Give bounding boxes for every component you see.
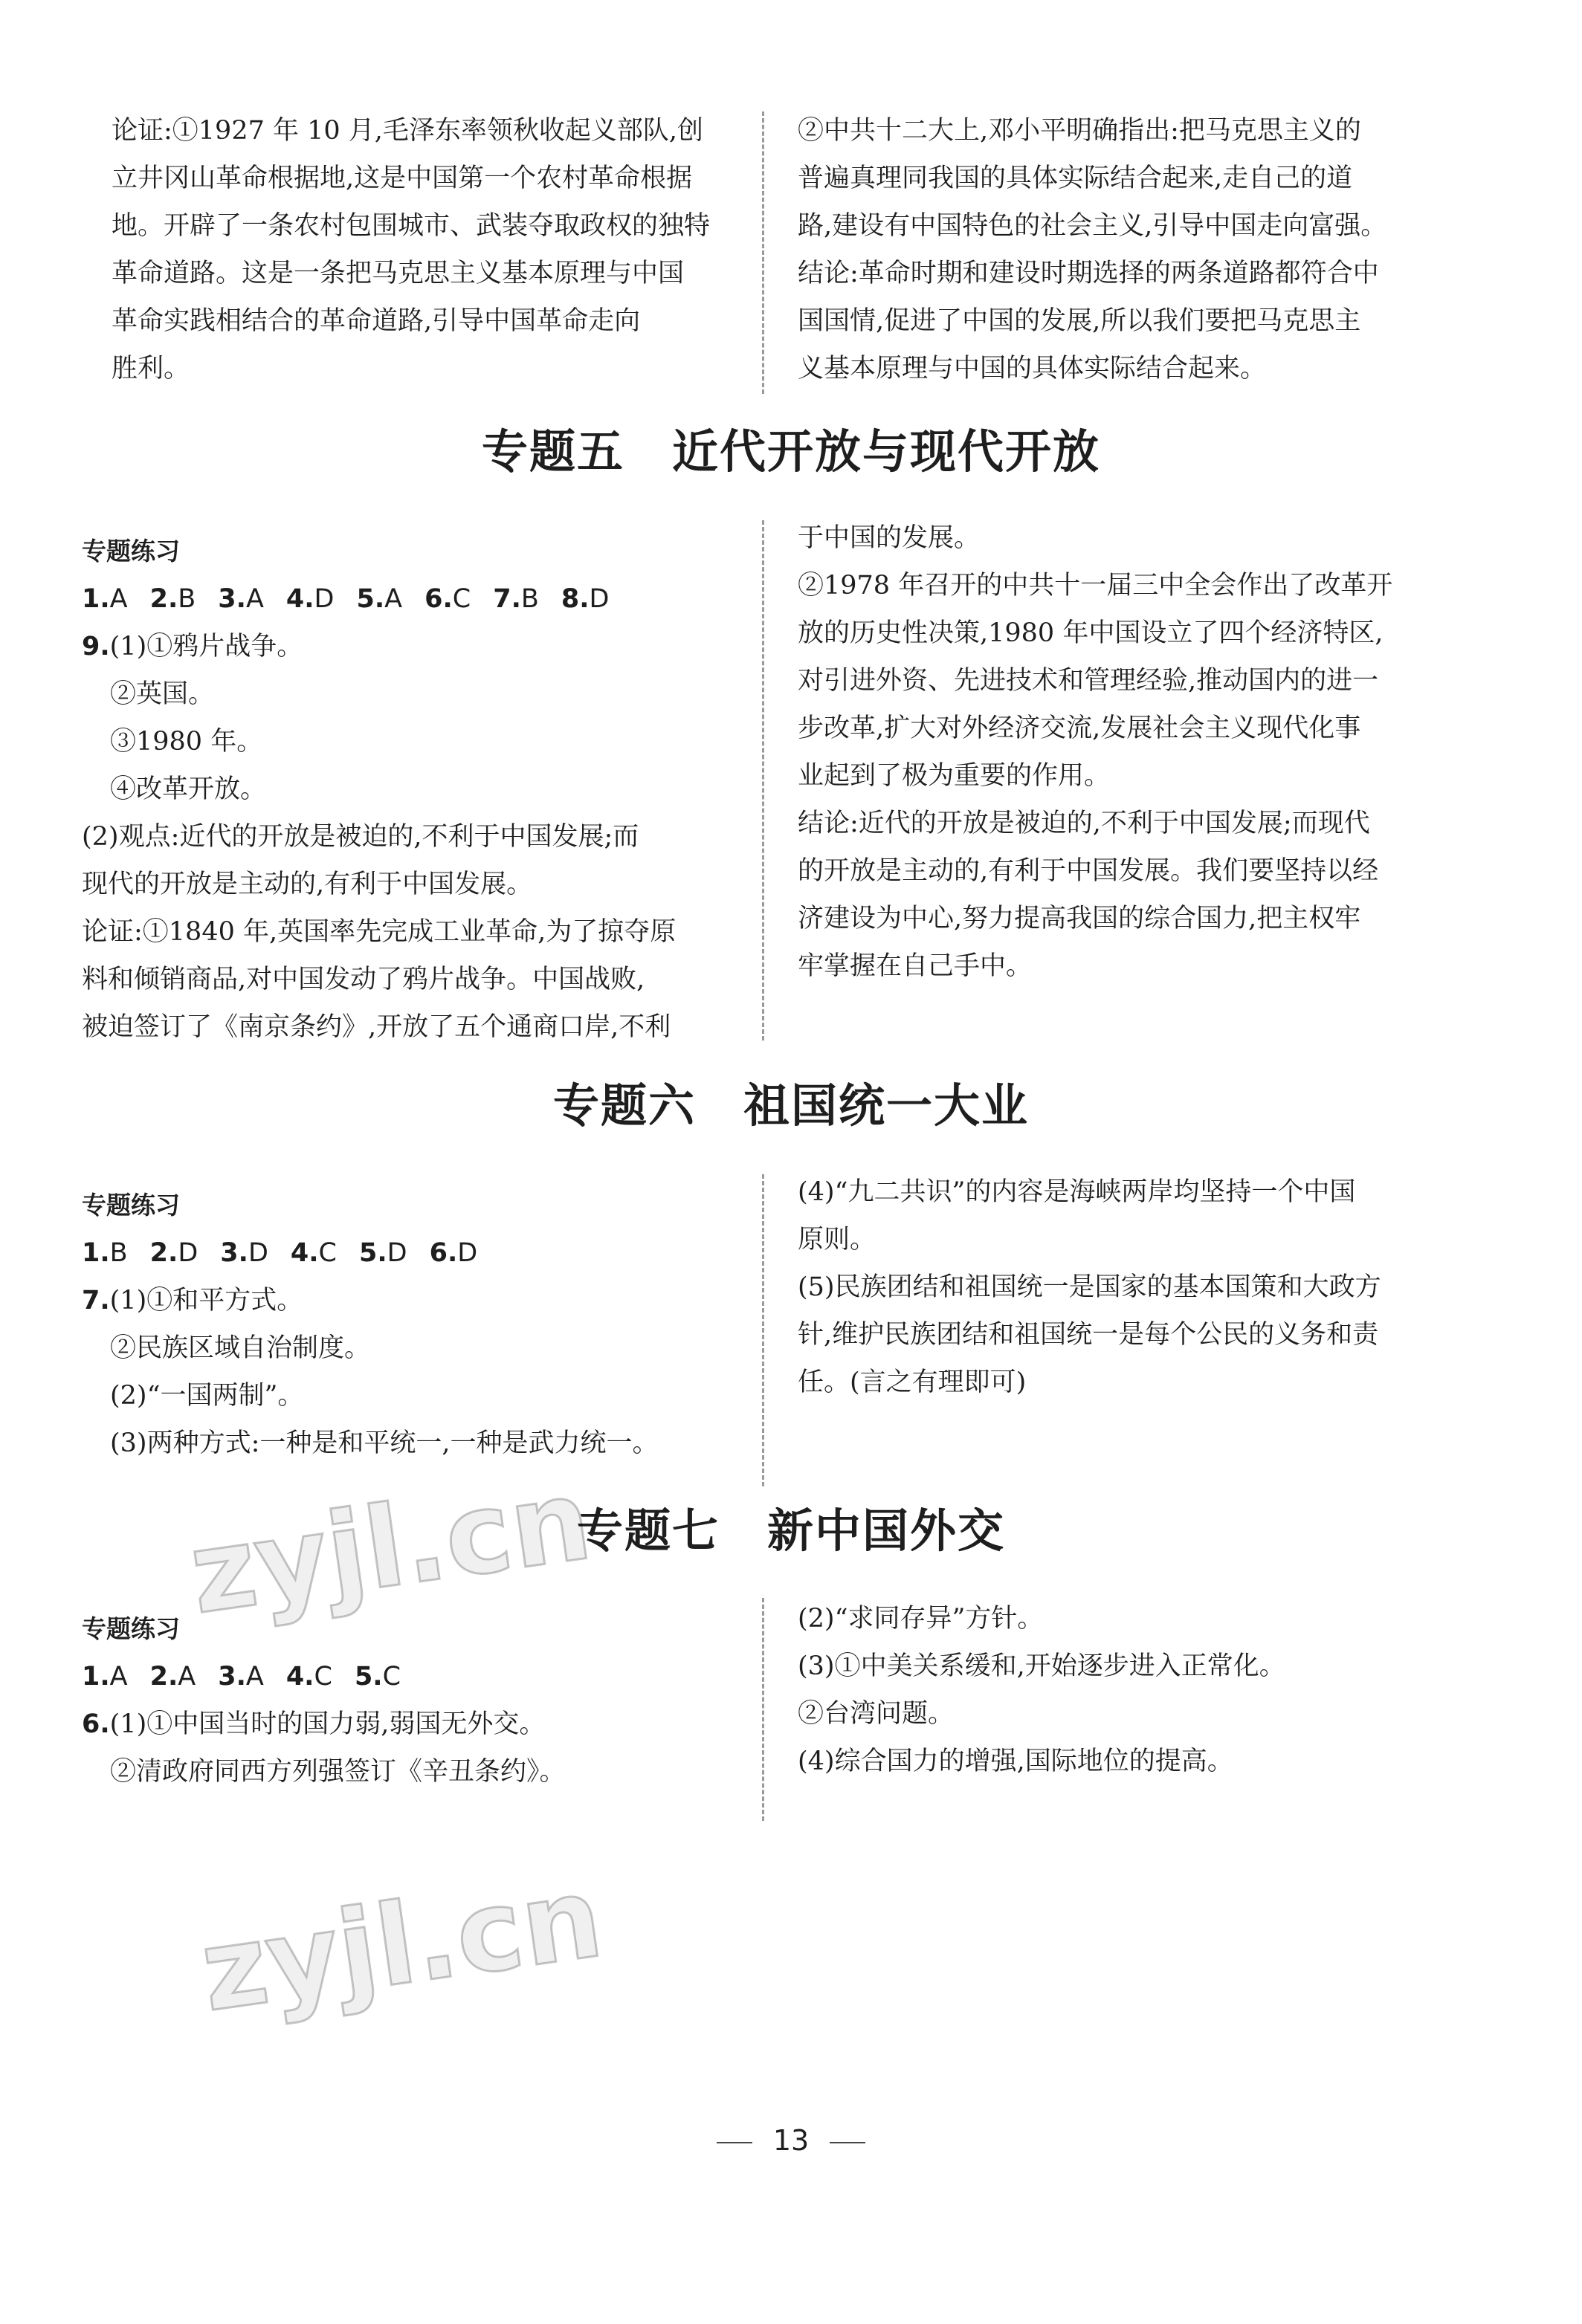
answer-item bbox=[430, 1238, 478, 1268]
answer-number: 4. bbox=[285, 584, 314, 614]
text-line: (3)两种方式:一种是和平统一,一种是武力统一。 bbox=[110, 1428, 659, 1458]
text-line: 针,维护民族团结和祖国统一是每个公民的义务和责 bbox=[798, 1320, 1379, 1350]
answer-item bbox=[150, 1238, 198, 1268]
answer-letter: C bbox=[314, 1662, 332, 1692]
section-6-q7-first-line bbox=[82, 1277, 659, 1324]
text-line: (2)“一国两制”。 bbox=[110, 1381, 304, 1411]
text-line: 路,建设有中国特色的社会主义,引导中国走向富强。 bbox=[798, 211, 1387, 241]
answer-number: 6. bbox=[429, 1238, 458, 1268]
answer-letter: B bbox=[520, 584, 539, 614]
section-5-q9-first-line bbox=[82, 623, 676, 670]
answer-letter: A bbox=[245, 1662, 264, 1692]
answer-number: 3. bbox=[218, 584, 246, 614]
text-line: (3)①中美关系缓和,开始逐步进入正常化。 bbox=[798, 1651, 1285, 1681]
text-line: 原则。 bbox=[798, 1225, 876, 1255]
column-divider bbox=[762, 1174, 764, 1486]
answer-number: 1. bbox=[82, 584, 110, 614]
section-6-answer-row bbox=[82, 1229, 659, 1277]
answer-number: 5. bbox=[354, 1662, 383, 1692]
page-number-text: 13 bbox=[772, 2124, 810, 2157]
answer-letter: B bbox=[178, 584, 196, 614]
text-line: 论证:①1840 年,英国率先完成工业革命,为了掠夺原 bbox=[82, 917, 677, 947]
section-6-left-column bbox=[82, 1182, 659, 1467]
section-5-answer-row bbox=[82, 575, 676, 623]
section-6-right-column bbox=[798, 1168, 1381, 1406]
text-line: 现代的开放是主动的,有利于中国发展。 bbox=[82, 870, 533, 899]
q9-part-1: (1)①鸦片战争。 bbox=[109, 632, 303, 661]
answer-letter: A bbox=[245, 584, 264, 614]
q6-number: 6. bbox=[82, 1709, 110, 1739]
text-line: (4)综合国力的增强,国际地位的提高。 bbox=[798, 1747, 1233, 1776]
answer-item bbox=[220, 1238, 268, 1268]
answer-letter: D bbox=[387, 1238, 407, 1268]
answer-item bbox=[218, 1662, 264, 1692]
section-7-answer-row bbox=[82, 1653, 566, 1700]
section-7-left-lines bbox=[82, 1748, 566, 1796]
answer-item bbox=[286, 1662, 332, 1692]
answer-item bbox=[82, 1662, 128, 1692]
text-line: 于中国的发展。 bbox=[798, 523, 981, 553]
answer-number: 6. bbox=[424, 584, 453, 614]
section-5-subheading: 专题练习 bbox=[82, 537, 180, 566]
answer-item bbox=[493, 584, 539, 614]
text-line: 立井冈山革命根据地,这是中国第一个农村革命根据 bbox=[112, 164, 693, 193]
text-line: ②1978 年召开的中共十一届三中全会作出了改革开 bbox=[798, 571, 1393, 601]
text-line: ②中共十二大上,邓小平明确指出:把马克思主义的 bbox=[798, 116, 1361, 146]
text-line: 胜利。 bbox=[112, 354, 190, 383]
answer-letter: A bbox=[109, 1662, 128, 1692]
section-5-right-column bbox=[798, 514, 1392, 990]
answer-letter: A bbox=[384, 584, 403, 614]
text-line: ②民族区域自治制度。 bbox=[110, 1333, 371, 1363]
answer-item bbox=[359, 1238, 407, 1268]
section-7-subheading: 专题练习 bbox=[82, 1614, 180, 1643]
answer-number: 2. bbox=[149, 584, 178, 614]
text-line: 任。(言之有理即可) bbox=[798, 1367, 1027, 1397]
watermark: zyjl.cn bbox=[193, 1853, 610, 2037]
answer-number: 8. bbox=[561, 584, 590, 614]
answer-letter: D bbox=[178, 1238, 198, 1268]
answer-letter: A bbox=[178, 1662, 196, 1692]
text-line: 普遍真理同我国的具体实际结合起来,走自己的道 bbox=[798, 164, 1353, 193]
section-6-subheading: 专题练习 bbox=[82, 1191, 180, 1220]
dash-left bbox=[717, 2142, 752, 2143]
column-divider bbox=[762, 111, 764, 394]
answer-number: 4. bbox=[285, 1662, 314, 1692]
answer-letter: D bbox=[589, 584, 610, 614]
answer-number: 1. bbox=[82, 1662, 110, 1692]
answer-item bbox=[355, 1662, 401, 1692]
answer-item bbox=[357, 584, 403, 614]
text-line: 革命实践相结合的革命道路,引导中国革命走向 bbox=[112, 306, 641, 336]
text-line: 济建设为中心,努力提高我国的综合国力,把主权牢 bbox=[798, 904, 1361, 933]
answer-number: 2. bbox=[149, 1662, 178, 1692]
answer-item bbox=[82, 1238, 128, 1268]
text-line: 业起到了极为重要的作用。 bbox=[798, 761, 1111, 791]
text-line: (4)“九二共识”的内容是海峡两岸均坚持一个中国 bbox=[798, 1177, 1356, 1207]
text-line: 对引进外资、先进技术和管理经验,推动国内的进一 bbox=[798, 666, 1379, 696]
answer-number: 4. bbox=[290, 1238, 319, 1268]
section-5-title: 专题五 近代开放与现代开放 bbox=[481, 424, 1100, 479]
text-line: 结论:革命时期和建设时期选择的两条道路都符合中 bbox=[798, 259, 1379, 288]
text-line: 放的历史性决策,1980 年中国设立了四个经济特区, bbox=[798, 618, 1384, 648]
answer-letter: D bbox=[314, 584, 335, 614]
column-divider bbox=[762, 520, 764, 1040]
answer-item bbox=[150, 584, 196, 614]
answer-letter: C bbox=[318, 1238, 337, 1268]
answer-number: 3. bbox=[220, 1238, 248, 1268]
answer-number: 5. bbox=[356, 584, 385, 614]
text-line: 义基本原理与中国的具体实际结合起来。 bbox=[798, 354, 1267, 383]
page-number bbox=[0, 2124, 1582, 2157]
answer-item bbox=[561, 584, 610, 614]
section-7-right-column bbox=[798, 1595, 1285, 1785]
section-5-left-column bbox=[82, 528, 676, 1051]
answer-letter: D bbox=[457, 1238, 478, 1268]
text-line: 地。开辟了一条农村包围城市、武装夺取政权的独特 bbox=[112, 211, 711, 241]
answer-item bbox=[424, 584, 471, 614]
answer-number: 1. bbox=[82, 1238, 110, 1268]
text-line: ③1980 年。 bbox=[110, 727, 263, 757]
answer-number: 3. bbox=[218, 1662, 246, 1692]
answer-item bbox=[291, 1238, 337, 1268]
dash-right bbox=[830, 2142, 865, 2143]
answer-letter: C bbox=[452, 584, 471, 614]
answer-item bbox=[286, 584, 335, 614]
text-line: 牢掌握在自己手中。 bbox=[798, 951, 1033, 981]
text-line: 论证:①1927 年 10 月,毛泽东率领秋收起义部队,创 bbox=[112, 116, 704, 146]
answer-number: 7. bbox=[493, 584, 521, 614]
section-7-q6-first-line bbox=[82, 1700, 566, 1748]
section-5-left-lines bbox=[82, 670, 676, 1051]
text-line: ②英国。 bbox=[110, 679, 215, 709]
text-line: ②清政府同西方列强签订《辛丑条约》。 bbox=[110, 1757, 566, 1787]
top-right-column bbox=[798, 107, 1386, 392]
answer-item bbox=[82, 584, 128, 614]
text-line: 国国情,促进了中国的发展,所以我们要把马克思主 bbox=[798, 306, 1361, 336]
section-6-left-lines bbox=[82, 1324, 659, 1467]
section-7-title: 专题七 新中国外交 bbox=[576, 1504, 1005, 1558]
answer-number: 5. bbox=[359, 1238, 387, 1268]
text-line: 结论:近代的开放是被迫的,不利于中国发展;而现代 bbox=[798, 809, 1370, 838]
column-divider bbox=[762, 1598, 764, 1821]
text-line: 料和倾销商品,对中国发动了鸦片战争。中国战败, bbox=[82, 965, 645, 994]
answer-letter: A bbox=[109, 584, 128, 614]
answer-item bbox=[218, 584, 264, 614]
text-line: 革命道路。这是一条把马克思主义基本原理与中国 bbox=[112, 259, 685, 288]
text-line: (2)“求同存异”方针。 bbox=[798, 1604, 1044, 1634]
text-line: (2)观点:近代的开放是被迫的,不利于中国发展;而 bbox=[82, 822, 639, 852]
section-7-left-column bbox=[82, 1605, 566, 1796]
text-line: ④改革开放。 bbox=[110, 774, 267, 804]
answer-letter: D bbox=[248, 1238, 268, 1268]
answer-number: 2. bbox=[149, 1238, 178, 1268]
q9-number: 9. bbox=[82, 632, 110, 661]
text-line: 被迫签订了《南京条约》,开放了五个通商口岸,不利 bbox=[82, 1012, 671, 1042]
q7-number: 7. bbox=[82, 1286, 110, 1315]
top-left-column bbox=[112, 107, 710, 392]
text-line: 步改革,扩大对外经济交流,发展社会主义现代化事 bbox=[798, 713, 1361, 743]
text-line: ②台湾问题。 bbox=[798, 1699, 955, 1729]
text-line: (5)民族团结和祖国统一是国家的基本国策和大政方 bbox=[798, 1272, 1381, 1302]
q7-part-1: (1)①和平方式。 bbox=[109, 1286, 303, 1315]
watermark: zyjl.cn bbox=[182, 1455, 599, 1640]
answer-item bbox=[150, 1662, 196, 1692]
section-6-title: 专题六 祖国统一大业 bbox=[552, 1078, 1029, 1133]
answer-letter: B bbox=[109, 1238, 128, 1268]
text-line: 的开放是主动的,有利于中国发展。我们要坚持以经 bbox=[798, 856, 1379, 886]
q6-part-1: (1)①中国当时的国力弱,弱国无外交。 bbox=[109, 1709, 546, 1739]
answer-letter: C bbox=[382, 1662, 401, 1692]
